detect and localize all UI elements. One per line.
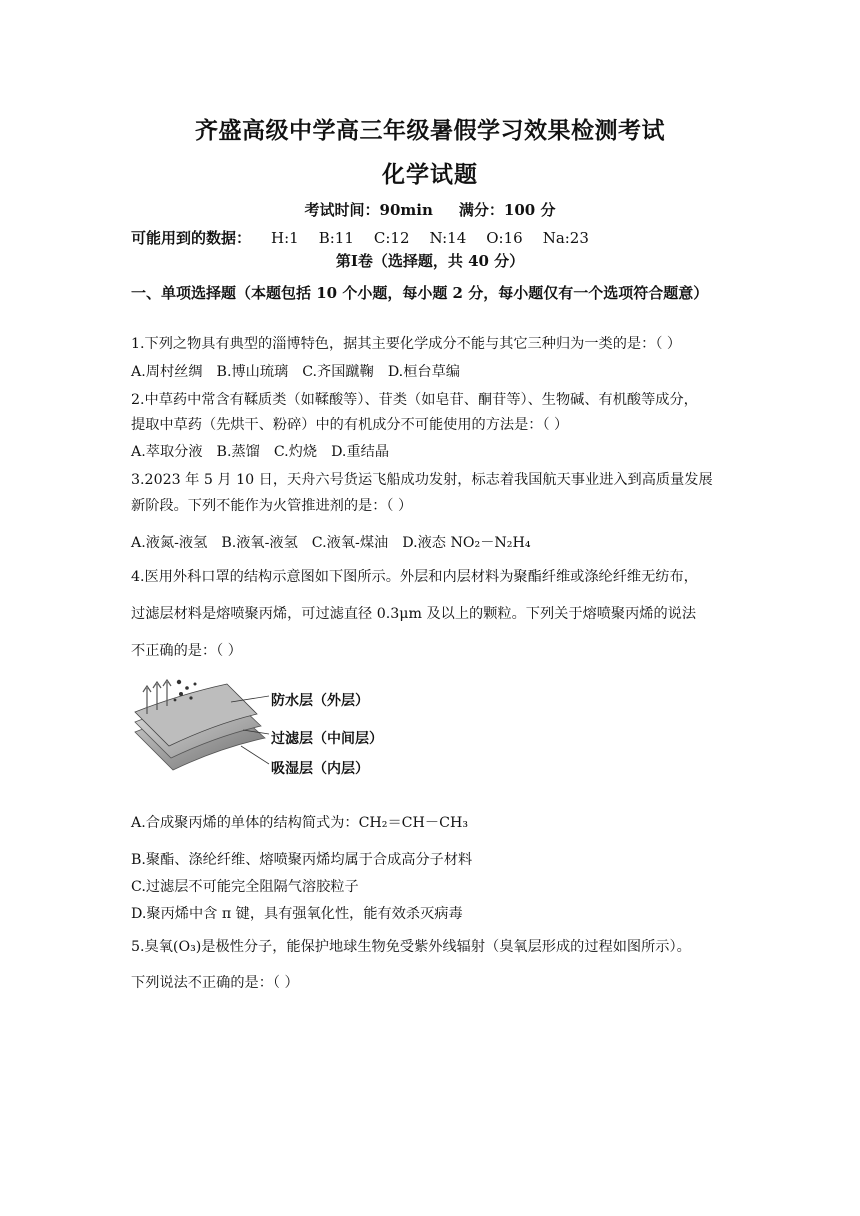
atomic-mass-item: B:11 [318,229,354,247]
atomic-mass-item: H:1 [271,229,299,247]
question-5-stem-line-1: 5.臭氧(O₃)是极性分子，能保护地球生物免受紫外线辐射（臭氧层形成的过程如图所示）。 [131,939,691,955]
option-a: A.液氮-液氢 [131,535,208,551]
atomic-masses [131,227,731,248]
question-4-stem-line-2: 过滤层材料是熔喷聚丙烯，可过滤直径 0.3μm 及以上的颗粒。下列关于熔喷聚丙烯的说法 [131,606,697,622]
question-4-option-c: C.过滤层不可能完全阻隔气溶胶粒子 [131,879,359,895]
atomic-mass-item: Na:23 [542,229,589,247]
option-c: C.齐国蹴鞠 [302,364,374,380]
exam-time: 考试时间：90min [304,201,433,219]
section-title: 第Ⅰ卷（选择题，共 40 分） [335,252,525,270]
school-title: 齐盛高级中学高三年级暑假学习效果检测考试 [195,117,665,144]
question-4-stem-line-3: 不正确的是：（ ） [131,643,242,659]
question-2-options [131,441,731,461]
full-score: 满分：100 分 [458,201,556,219]
question-3-options [131,532,731,552]
inner-layer-label: 吸湿层（内层） [271,761,369,777]
option-d: D.桓台草编 [387,364,460,380]
part-one-heading: 一、单项选择题（本题包括 10 个小题，每小题 2 分，每小题仅有一个选项符合题意） [131,284,709,302]
atomic-mass-item: O:16 [486,229,523,247]
subject-title: 化学试题 [382,161,478,188]
atomic-mass-item: C:12 [373,229,410,247]
question-3-stem-line-1: 3.2023 年 5 月 10 日，天舟六号货运飞船成功发射，标志着我国航天事业进入到高质量发展 [131,472,713,488]
question-4-stem-line-1: 4.医用外科口罩的结构示意图如下图所示。外层和内层材料为聚酯纤维或涤纶纤维无纺布， [131,569,698,585]
mask-structure-figure [131,674,383,786]
option-a: A.周村丝绸 [131,364,203,380]
option-b: B.博山琉璃 [216,364,289,380]
option-b: B.液氧-液氢 [221,535,298,551]
outer-layer-label: 防水层（外层） [271,693,369,709]
question-1-options [131,361,731,381]
atomic-masses-label: 可能用到的数据： [131,229,252,247]
mask-layers-illustration [131,674,271,786]
question-1-stem: 1.下列之物具有典型的淄博特色，据其主要化学成分不能与其它三种归为一类的是：（ ） [131,336,682,352]
question-4-option-b: B.聚酯、涤纶纤维、熔喷聚丙烯均属于合成高分子材料 [131,852,473,868]
question-5-stem-line-2: 下列说法不正确的是：（ ） [131,975,299,991]
question-3-stem-line-2: 新阶段。下列不能作为火管推进剂的是：（ ） [131,498,413,514]
question-2-stem-line-1: 2.中草药中常含有鞣质类（如鞣酸等）、苷类（如皂苷、酮苷等）、生物碱、有机酸等成分， [131,392,698,408]
option-d: D.液态 NO₂－N₂H₄ [402,535,531,551]
option-c: C.灼烧 [273,444,318,460]
question-4-option-d: D.聚丙烯中含 π 键，具有强氧化性，能有效杀灭病毒 [131,906,463,922]
option-a: A.萃取分液 [131,444,203,460]
option-c: C.液氧-煤油 [311,535,389,551]
question-2-stem-line-2: 提取中草药（先烘干、粉碎）中的有机成分不可能使用的方法是：（ ） [131,417,569,433]
option-b: B.蒸馏 [216,444,260,460]
option-d: D.重结晶 [331,444,390,460]
atomic-mass-item: N:14 [429,229,467,247]
question-4-option-a: A.合成聚丙烯的单体的结构简式为：CH₂＝CH－CH₃ [131,815,469,831]
middle-layer-label: 过滤层（中间层） [271,731,383,747]
exam-meta [0,199,860,220]
